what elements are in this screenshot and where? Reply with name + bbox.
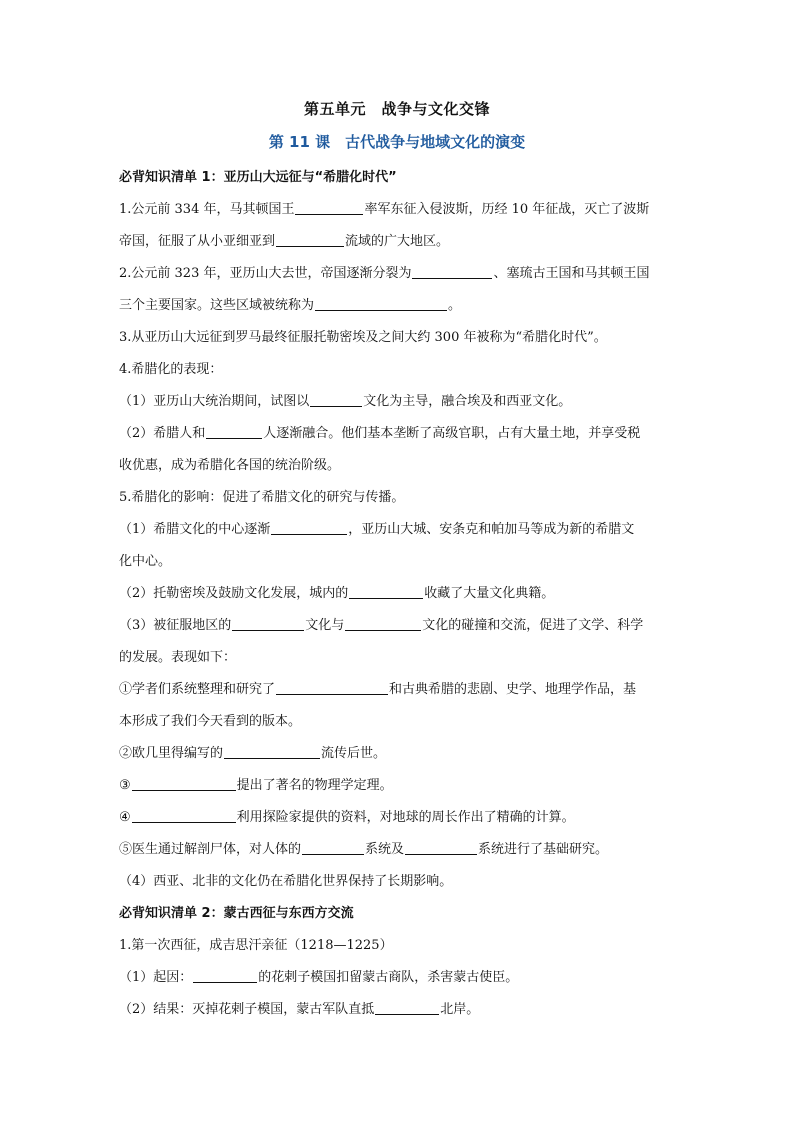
text-line: ④ 利用探险家提供的资料，对地球的周长作出了精确的计算。 <box>119 810 575 825</box>
section-heading-2: 必背知识清单 2：蒙古西征与东西方交流 <box>119 906 354 921</box>
text-line: 化中心。 <box>119 554 172 569</box>
fill-blank[interactable] <box>375 1000 439 1015</box>
fill-blank[interactable] <box>271 520 347 535</box>
fill-blank[interactable] <box>276 232 344 247</box>
text-line: ②欧几里得编写的 流传后世。 <box>119 746 387 761</box>
fill-blank[interactable] <box>405 840 477 855</box>
worksheet-content <box>119 162 679 1026</box>
fill-blank[interactable] <box>345 616 421 631</box>
text-line: （2）结果：灭掉花剌子模国，蒙古军队直抵 北岸。 <box>119 1002 480 1017</box>
text-line: 1.公元前 334 年，马其顿国王 率军东征入侵波斯，历经 10 年征战，灭亡了波斯 <box>119 202 650 217</box>
text-line: （1）起因： 的花剌子模国扣留蒙古商队，杀害蒙古使臣。 <box>119 970 519 985</box>
text-line: 帝国，征服了从小亚细亚到 流域的广大地区。 <box>119 234 450 249</box>
text-line: ①学者们系统整理和研究了 和古典希腊的悲剧、史学、地理学作品，基 <box>119 682 637 697</box>
fill-blank[interactable] <box>132 776 236 791</box>
text-line: 本形成了我们今天看到的版本。 <box>119 714 302 729</box>
fill-blank[interactable] <box>295 200 363 215</box>
text-line: （3）被征服地区的 文化与 文化的碰撞和交流，促进了文学、科学 <box>119 618 644 633</box>
fill-blank[interactable] <box>310 392 362 407</box>
fill-blank[interactable] <box>232 616 304 631</box>
text-line: 三个主要国家。这些区域被统称为 。 <box>119 298 462 313</box>
text-line: （1）希腊文化的中心逐渐 ，亚历山大城、安条克和帕加马等成为新的希腊文 <box>119 522 635 537</box>
text-line: （2）托勒密埃及鼓励文化发展，城内的 收藏了大量文化典籍。 <box>119 586 555 601</box>
text-line: ⑤医生通过解剖尸体，对人体的 系统及 系统进行了基础研究。 <box>119 842 609 857</box>
fill-blank[interactable] <box>132 808 236 823</box>
fill-blank[interactable] <box>193 968 257 983</box>
fill-blank[interactable] <box>224 744 320 759</box>
text-line: 4.希腊化的表现： <box>119 362 223 377</box>
fill-blank[interactable] <box>412 264 492 279</box>
section-heading-1: 必背知识清单 1：亚历山大远征与“希腊化时代” <box>119 170 397 185</box>
lesson-title: 第 11 课 古代战争与地域文化的演变 <box>268 133 526 151</box>
text-line: 5.希腊化的影响：促进了希腊文化的研究与传播。 <box>119 490 405 505</box>
text-line: （2）希腊人和 人逐渐融合。他们基本垄断了高级官职，占有大量土地，并享受税 <box>119 426 641 441</box>
text-line: 1.第一次西征，成吉思汗亲征（1218—1225） <box>119 938 393 953</box>
fill-blank[interactable] <box>315 296 447 311</box>
text-line: 收优惠，成为希腊化各国的统治阶级。 <box>119 458 341 473</box>
text-line: 的发展。表现如下： <box>119 650 237 665</box>
text-line: （4）西亚、北非的文化仍在希腊化世界保持了长期影响。 <box>119 874 453 889</box>
unit-title: 第五单元 战争与文化交锋 <box>303 100 490 118</box>
fill-blank[interactable] <box>302 840 364 855</box>
text-line: 3.从亚历山大远征到罗马最终征服托勒密埃及之间大约 300 年被称为“希腊化时代”。 <box>119 330 607 345</box>
text-line: ③ 提出了著名的物理学定理。 <box>119 778 393 793</box>
fill-blank[interactable] <box>276 680 388 695</box>
text-line: （1）亚历山大统治期间，试图以 文化为主导，融合埃及和西亚文化。 <box>119 394 572 409</box>
fill-blank[interactable] <box>206 424 262 439</box>
text-line: 2.公元前 323 年，亚历山大去世，帝国逐渐分裂为 、塞琉古王国和马其顿王国 <box>119 266 650 281</box>
fill-blank[interactable] <box>349 584 423 599</box>
